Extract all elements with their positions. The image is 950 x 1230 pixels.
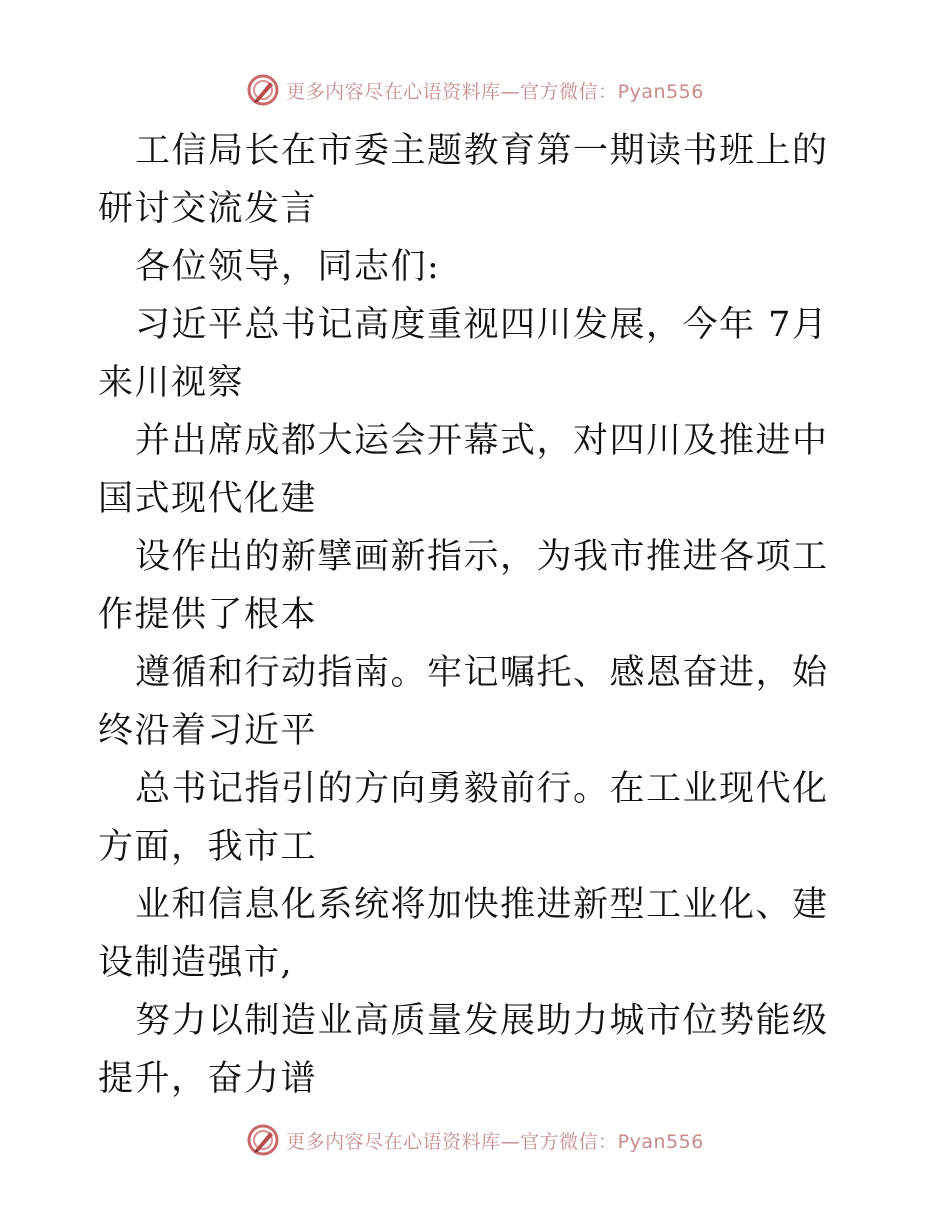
watermark-text: 更多内容尽在心语资料库—官方微信：Pyan556 <box>286 80 704 103</box>
body-paragraph: 努力以制造业高质量发展助力城市位势能级提升，奋力谱 <box>98 1001 829 1099</box>
body-paragraph: 习近平总书记高度重视四川发展，今年 7月来川视察 <box>98 305 829 403</box>
watermark-text: 更多内容尽在心语资料库—官方微信：Pyan556 <box>286 1130 704 1153</box>
body-paragraph: 并出席成都大运会开幕式，对四川及推进中国式现代化建 <box>98 421 829 519</box>
watermark-footer <box>0 1120 950 1160</box>
document-title: 工信局长在市委主题教育第一期读书班上的研讨交流发言 <box>98 131 829 229</box>
body-paragraph: 总书记指引的方向勇毅前行。在工业现代化方面，我市工 <box>98 769 829 867</box>
pen-logo-icon <box>246 1123 280 1157</box>
pen-logo-icon <box>246 73 280 107</box>
body-paragraph: 设作出的新擘画新指示，为我市推进各项工作提供了根本 <box>98 537 829 635</box>
salutation: 各位领导，同志们: <box>135 247 441 287</box>
body-paragraph: 遵循和行动指南。牢记嘱托、感恩奋进，始终沿着习近平 <box>98 653 829 751</box>
watermark-header <box>0 70 950 110</box>
body-paragraph: 业和信息化系统将加快推进新型工业化、建设制造强市, <box>98 885 829 983</box>
document-body <box>98 122 858 1108</box>
